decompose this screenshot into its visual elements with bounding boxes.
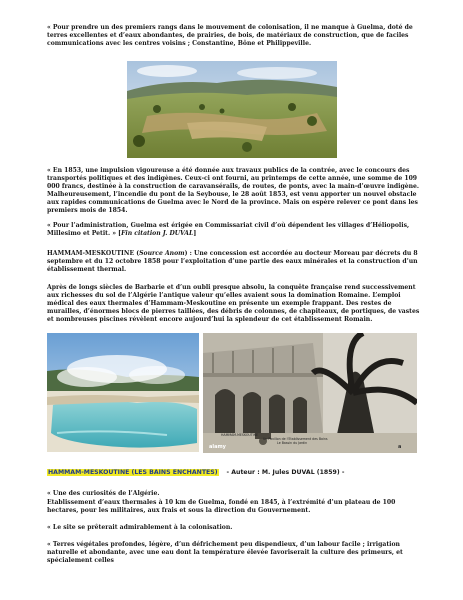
postcard-caption-line2: Un Pavillon de l’Etablissement des Bains: [263, 437, 328, 441]
alamy-watermark-right: a: [398, 444, 402, 450]
paragraph-site: « Le site se prêterait admirablement à la colonisation.: [47, 524, 233, 531]
paragraph-1853-works: « En 1853, une impulsion vigoureuse a été donnée aux travaux publics de la contrée, avec le concours des transportés politiques et des indigènes. Ceux-ci ont fourni, au printemps de cette année, une somme de 109 000 francs, destinée à la construction de caravansérails, de routes, de ponts, avec la main-d’œuvre indigène. Malheureusement, l’incendie du pont de la Seybouse, le 28 août 1853, est venu apporter un nouvel obstacle aux rapides communications de Guelma avec le Nord de la province. Mais on espère relever ce pont dans les premiers mois de 1854.: [47, 167, 420, 214]
postcard-photo: [203, 333, 417, 453]
citation-bracket: ]: [193, 230, 197, 237]
paragraph-hammam-concession: [47, 250, 424, 274]
paragraph-guelma-rank: « Pour prendre un des premiers rangs dans le mouvement de colonisation, il ne manque à Guelma, doté de terres excellentes et d’eaux abondantes, de prairies, de bois, de matériaux de construction, que de faciles communications avec les centres voisins ; Constantine, Bône et Philippeville.: [47, 24, 413, 47]
section-title-highlight: HAMMAM-MESKOUTINE (LES BAINS ENCHANTES): [48, 469, 218, 476]
section-heading: [47, 469, 344, 477]
paragraph-establishment: Etablissement d’eaux thermales à 10 km de Guelma, fondé en 1845, à l’extrémité d’un plateau de 100 hectares, pour les militaires, aux frais et sous la direction du Gouvernement.: [47, 499, 396, 514]
citation-end: Fin citation J. DUVAL: [121, 230, 194, 237]
postcard-caption-line3: Le Bassin du Jardin: [277, 441, 308, 445]
hammam-name: HAMMAM-MESKOUTINE (: [47, 250, 140, 257]
landscape-photo: [127, 61, 337, 158]
postcard-caption-line1: HAMMAM-MESKOUTINE: [221, 433, 258, 437]
source-anom: Source Anom: [139, 250, 185, 257]
paragraph-administration: [47, 222, 424, 238]
administration-text: « Pour l’administration, Guelma est érigée en Commissariat civil d’où dépendent les villages d’Héliopolis, Millesimo et Petit. » [: [47, 222, 410, 237]
paragraph-roman-baths: Après de longs siècles de Barbarie et d’un oubli presque absolu, la conquête française rend successivement aux richesses du sol de l’Algérie l’antique valeur qu’elles avaient sous la domination Romaine. L’emploi médical des eaux thermales d’Hammam-Meskoutine en présente un exemple frappant. Des restes de murailles, d’énormes blocs de pierres taillées, des débris de colonnes, de chapiteaux, de portiques, de vastes et nombreuses piscines révèlent encore aujourd’hui la splendeur de cet établissement Romain.: [47, 284, 420, 323]
paragraph-curiosity: « Une des curiosités de l’Algérie.: [47, 490, 160, 497]
hot-springs-photo: [47, 333, 199, 452]
section-author: - Auteur : M. Jules DUVAL (1859) -: [226, 469, 345, 476]
concession-text: ) : Une concession est accordée au docteur Moreau par décrets du 8 septembre et du 12 octobre 1858 pour l’exploitation d’une partie des eaux minérales et la construction d’un établissement thermal.: [47, 250, 418, 273]
alamy-watermark: alamy: [209, 444, 226, 450]
paragraph-soil: « Terres végétales profondes, légère, d’un défrichement peu dispendieux, d’un labour facile ; irrigation naturelle et abondante, avec une eau dont la température élevée favoriserait la culture des primeurs, et spécialement celles: [47, 541, 403, 564]
